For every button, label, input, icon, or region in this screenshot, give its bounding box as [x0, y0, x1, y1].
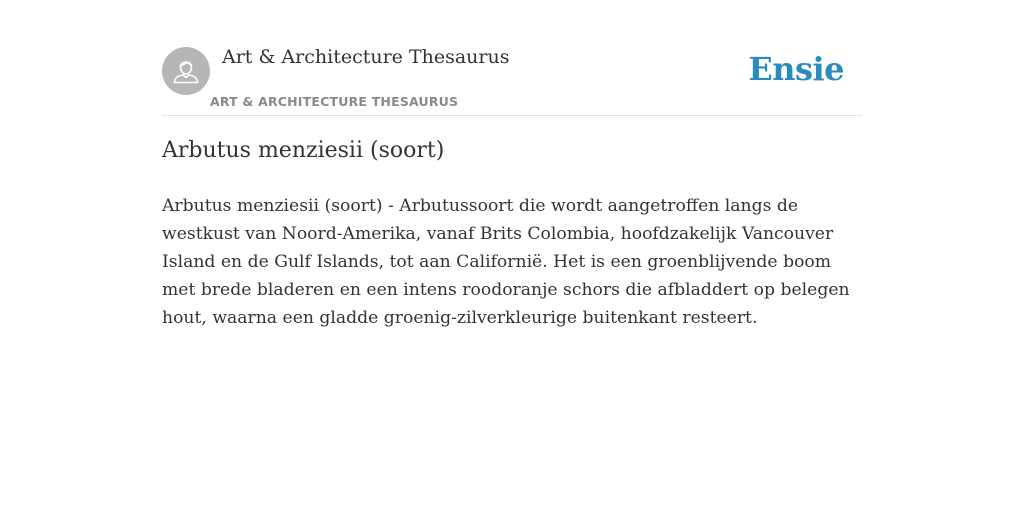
- article-header: [162, 40, 862, 116]
- brand-logo[interactable]: Ensie: [748, 50, 844, 88]
- user-silhouette-icon: [162, 47, 210, 95]
- article-title: Arbutus menziesii (soort): [162, 138, 445, 163]
- source-label[interactable]: ART & ARCHITECTURE THESAURUS: [210, 94, 459, 109]
- author-name[interactable]: Art & Architecture Thesaurus: [222, 46, 510, 68]
- article-body: Arbutus menziesii (soort) - Arbutussoort die wordt aangetroffen langs de westkust van Noord-Amerika, vanaf Brits Colombia, hoofdzakelijk Vancouver Island en de Gulf Islands, tot aan Californië. Het is een groenblijvende boom met brede bladeren en een intens roodoranje schors die afbladdert op belegen hout, waarna een gladde groenig-zilverkleurige buitenkant resteert.: [162, 196, 850, 328]
- avatar[interactable]: [162, 47, 210, 95]
